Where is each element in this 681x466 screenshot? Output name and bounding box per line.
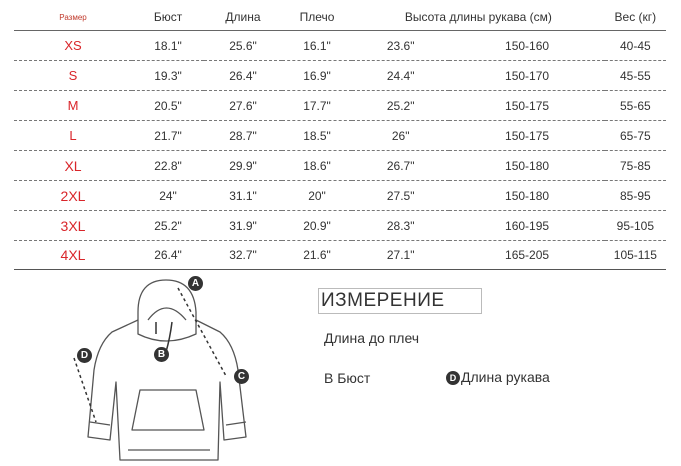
table-row xyxy=(14,211,666,241)
marker-d-small-icon: D xyxy=(446,371,460,385)
table-cell: 28.3" xyxy=(352,211,449,241)
table-cell: 27.1" xyxy=(352,241,449,270)
header-weight: Вес (кг) xyxy=(605,4,666,31)
table-cell: 25.2" xyxy=(352,91,449,121)
table-cell: 75-85 xyxy=(605,151,666,181)
table-cell: 31.1" xyxy=(204,181,282,211)
table-cell: 20" xyxy=(282,181,352,211)
table-cell: 24" xyxy=(132,181,204,211)
table-cell: 65-75 xyxy=(605,121,666,151)
table-cell: 150-175 xyxy=(449,121,604,151)
table-cell: 150-180 xyxy=(449,181,604,211)
table-header-row xyxy=(14,4,666,31)
header-sleeve-height: Высота длины рукава (см) xyxy=(352,4,605,31)
header-size: Размер xyxy=(14,4,132,31)
table-row xyxy=(14,61,666,91)
table-cell: 55-65 xyxy=(605,91,666,121)
legend-bust: В Бюст xyxy=(324,370,371,386)
table-cell: 18.5" xyxy=(282,121,352,151)
table-cell: 26" xyxy=(352,121,449,151)
header-shoulder: Плечо xyxy=(282,4,352,31)
table-body xyxy=(14,31,666,270)
table-row xyxy=(14,181,666,211)
table-cell: 32.7" xyxy=(204,241,282,270)
legend-sleeve-label: Длина рукава xyxy=(461,369,550,385)
table-cell: 17.7" xyxy=(282,91,352,121)
table-cell: 40-45 xyxy=(605,31,666,61)
table-cell: 105-115 xyxy=(605,241,666,270)
table-cell: 20.5" xyxy=(132,91,204,121)
marker-b-icon: B xyxy=(154,347,169,362)
size-cell: 4XL xyxy=(14,241,132,270)
table-cell: 26.4" xyxy=(204,61,282,91)
table-cell: 150-175 xyxy=(449,91,604,121)
size-cell: XL xyxy=(14,151,132,181)
table-cell: 26.4" xyxy=(132,241,204,270)
marker-c-icon: C xyxy=(234,369,249,384)
size-cell: L xyxy=(14,121,132,151)
table-row xyxy=(14,241,666,270)
table-cell: 150-170 xyxy=(449,61,604,91)
table-cell: 21.7" xyxy=(132,121,204,151)
table-cell: 29.9" xyxy=(204,151,282,181)
table-cell: 23.6" xyxy=(352,31,449,61)
table-cell: 25.2" xyxy=(132,211,204,241)
size-cell: XS xyxy=(14,31,132,61)
table-cell: 31.9" xyxy=(204,211,282,241)
table-cell: 45-55 xyxy=(605,61,666,91)
size-cell: S xyxy=(14,61,132,91)
table-row xyxy=(14,91,666,121)
table-cell: 20.9" xyxy=(282,211,352,241)
table-cell: 95-105 xyxy=(605,211,666,241)
table-cell: 85-95 xyxy=(605,181,666,211)
marker-a-icon: A xyxy=(188,276,203,291)
size-cell: 3XL xyxy=(14,211,132,241)
table-cell: 28.7" xyxy=(204,121,282,151)
table-row xyxy=(14,31,666,61)
table-cell: 150-180 xyxy=(449,151,604,181)
table-row xyxy=(14,121,666,151)
size-cell: M xyxy=(14,91,132,121)
legend-sleeve xyxy=(446,369,550,385)
legend-shoulder-length: Длина до плеч xyxy=(324,330,420,346)
measurement-title: ИЗМЕРЕНИЕ xyxy=(318,288,482,314)
table-cell: 26.7" xyxy=(352,151,449,181)
marker-d-icon: D xyxy=(77,348,92,363)
table-cell: 22.8" xyxy=(132,151,204,181)
table-cell: 27.6" xyxy=(204,91,282,121)
table-cell: 150-160 xyxy=(449,31,604,61)
table-cell: 165-205 xyxy=(449,241,604,270)
size-cell: 2XL xyxy=(14,181,132,211)
header-bust: Бюст xyxy=(132,4,204,31)
table-cell: 160-195 xyxy=(449,211,604,241)
table-cell: 25.6" xyxy=(204,31,282,61)
table-cell: 27.5" xyxy=(352,181,449,211)
table-cell: 16.1" xyxy=(282,31,352,61)
table-cell: 18.1" xyxy=(132,31,204,61)
table-cell: 18.6" xyxy=(282,151,352,181)
size-chart-table xyxy=(14,4,666,270)
table-row xyxy=(14,151,666,181)
table-cell: 24.4" xyxy=(352,61,449,91)
table-cell: 16.9" xyxy=(282,61,352,91)
table-cell: 21.6" xyxy=(282,241,352,270)
table-cell: 19.3" xyxy=(132,61,204,91)
header-length: Длина xyxy=(204,4,282,31)
